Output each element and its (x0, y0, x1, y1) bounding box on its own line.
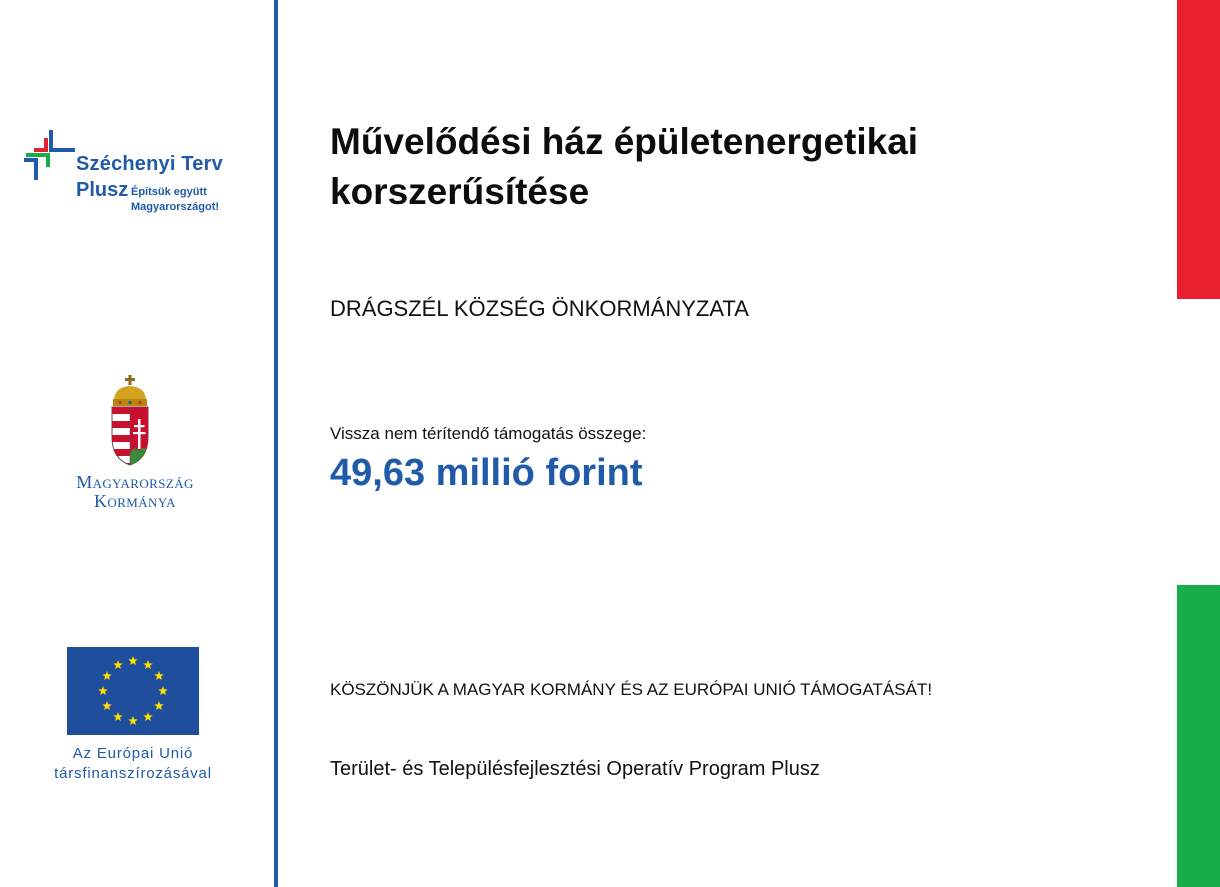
grant-amount: 49,63 millió forint (330, 452, 643, 494)
eu-flag-icon (67, 647, 199, 735)
government-name (40, 473, 230, 511)
government-name-line1: Magyarország (76, 472, 194, 492)
szechenyi-slogan-line1: Építsük együtt (131, 186, 207, 198)
eu-caption-line1: Az Európai Unió (72, 745, 194, 762)
thanks-text: KÖSZÖNJÜK A MAGYAR KORMÁNY ÉS AZ EURÓPAI UNIÓ TÁMOGATÁSÁT! (330, 680, 933, 699)
government-name-line2: Kormánya (94, 491, 176, 511)
hungarian-coat-of-arms-icon (108, 375, 152, 467)
beneficiary-name: DRÁGSZÉL KÖZSÉG ÖNKORMÁNYZATA (330, 296, 749, 321)
szechenyi-plus-label: Plusz (76, 179, 129, 201)
project-title: Művelődési ház épületenergetikai korszerűsítése (330, 121, 919, 212)
program-name: Terület- és Településfejlesztési Operatív Program Plusz (330, 758, 820, 780)
szechenyi-terv-plusz-logo (24, 128, 254, 220)
eu-caption-line2: társfinanszírozásával (54, 765, 212, 782)
logo-column (0, 0, 274, 887)
szechenyi-plus-icon (24, 128, 78, 182)
government-logo (40, 375, 230, 515)
vertical-divider (274, 0, 278, 887)
szechenyi-slogan-line2: Magyarországot! (131, 201, 220, 213)
eu-caption (30, 744, 236, 784)
grant-label: Vissza nem térítendő támogatás összege: (330, 424, 647, 443)
szechenyi-title: Széchenyi Terv (76, 153, 223, 175)
szechenyi-slogan (131, 185, 219, 215)
flag-stripe-green (1177, 585, 1220, 887)
flag-stripe-red (1177, 0, 1220, 299)
